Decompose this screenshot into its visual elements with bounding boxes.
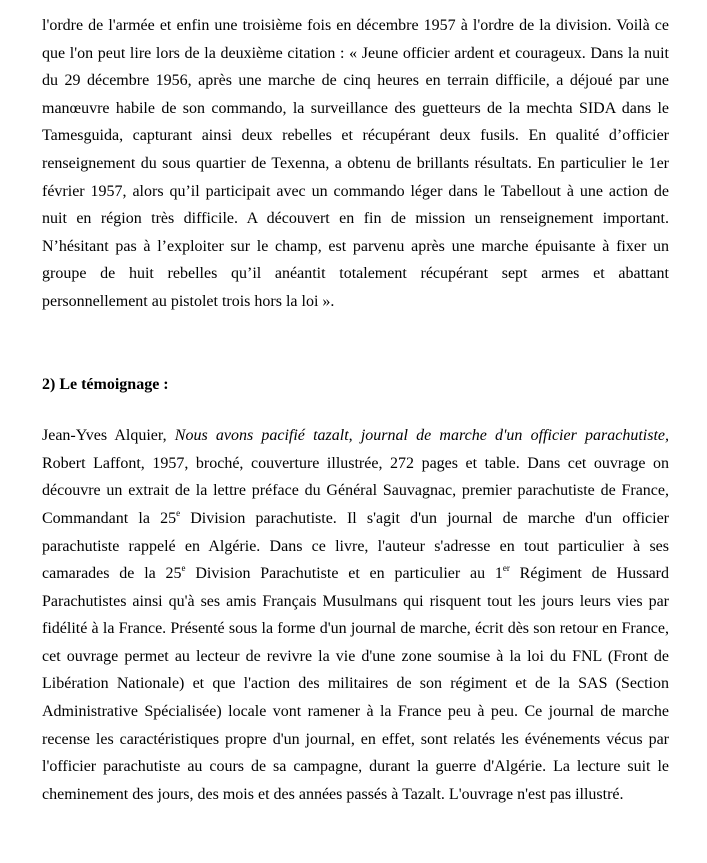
testimony-paragraph bbox=[42, 422, 669, 808]
text-fragment: Division parachutiste. Il s'agit d'un journal de marche d'un officier bbox=[180, 509, 669, 527]
superscript: er bbox=[502, 562, 510, 573]
text-line: nuit en région très difficile. A découvert en fin de mission un renseignement important. bbox=[42, 210, 669, 228]
text-line: personnellement au pistolet trois hors la loi ». bbox=[42, 292, 335, 310]
text-line: cet ouvrage permet au lecteur de revivre la vie d'une zone soumise à la loi du FNL (Front de bbox=[42, 647, 669, 665]
text-line: parachutiste rappelé en Algérie. Dans ce livre, l'auteur s'adresse en tout particulier à ses bbox=[42, 537, 669, 555]
text-fragment: Division Parachutiste et en particulier au 1 bbox=[185, 565, 503, 583]
text-line: l'officier parachutiste au cours de sa campagne, durant la guerre d'Algérie. La lecture suit le bbox=[42, 758, 669, 776]
text-line bbox=[42, 422, 669, 450]
book-title: Nous avons pacifié tazalt, journal de marche d'un officier parachutiste, bbox=[174, 427, 670, 445]
text-line: que l'on peut lire lors de la deuxième citation : « Jeune officier ardent et courageux. Dans la nuit bbox=[42, 44, 669, 62]
text-line bbox=[42, 505, 669, 533]
text-line: Parachutistes ainsi qu'à ses amis Français Musulmans qui risquent tout les jours leurs vies par bbox=[42, 592, 669, 610]
text-line: cheminement des jours, des mois et des années passés à Tazalt. L'ouvrage n'est pas illustré. bbox=[42, 785, 624, 803]
text-line: du 29 décembre 1956, après une marche de cinq heures en terrain difficile, a déjoué par une bbox=[42, 72, 669, 90]
text-line: N’hésitant pas à l’exploiter sur le champ, est parvenu après une marche épuisante à fixer un bbox=[42, 237, 669, 255]
text-line: février 1957, alors qu’il participait avec un commando léger dans le Tabellout à une action de bbox=[42, 182, 669, 200]
text-line: Libération Nationale) et que l'action des militaires de son régiment et de la SAS (Section bbox=[42, 675, 669, 693]
citation-paragraph bbox=[42, 12, 669, 316]
document-page bbox=[42, 12, 669, 808]
text-line: découvre un extrait de la lettre préface du Général Sauvagnac, premier parachutiste de France, bbox=[42, 482, 669, 500]
text-fragment: camarades de la 25 bbox=[42, 565, 182, 583]
superscript: e bbox=[176, 507, 181, 518]
text-line: Robert Laffont, 1957, broché, couverture illustrée, 272 pages et table. Dans cet ouvrage on bbox=[42, 454, 669, 472]
superscript: e bbox=[181, 562, 186, 573]
text-line: manœuvre habile de son commando, la surveillance des guetteurs de la mechta SIDA dans le bbox=[42, 99, 669, 117]
author-name: Jean-Yves Alquier, bbox=[42, 427, 175, 445]
text-line: Administrative Spécialisée) locale vont ramener à la France peu à peu. Ce journal de marche bbox=[42, 703, 669, 721]
text-line: recense les caractéristiques propre d'un journal, en effet, sont relatés les événements vécus par bbox=[42, 730, 669, 748]
text-line bbox=[42, 560, 669, 588]
text-fragment: Régiment de Hussard bbox=[509, 565, 669, 583]
text-line: renseignement du sous quartier de Texenna, a obtenu de brillants résultats. En particulier le 1er bbox=[42, 154, 669, 172]
text-line: fidélité à la France. Présenté sous la forme d'un journal de marche, écrit dès son retour en France, bbox=[42, 620, 669, 638]
text-line: groupe de huit rebelles qu’il anéantit totalement récupérant sept armes et abattant bbox=[42, 265, 669, 283]
text-line: l'ordre de l'armée et enfin une troisième fois en décembre 1957 à l'ordre de la division. Voilà ce bbox=[42, 17, 669, 34]
section-heading: 2) Le témoignage : bbox=[42, 375, 169, 393]
text-fragment: Commandant la 25 bbox=[42, 509, 177, 527]
text-line: Tamesguida, capturant ainsi deux rebelles et récupérant deux fusils. En qualité d’officier bbox=[42, 127, 669, 145]
